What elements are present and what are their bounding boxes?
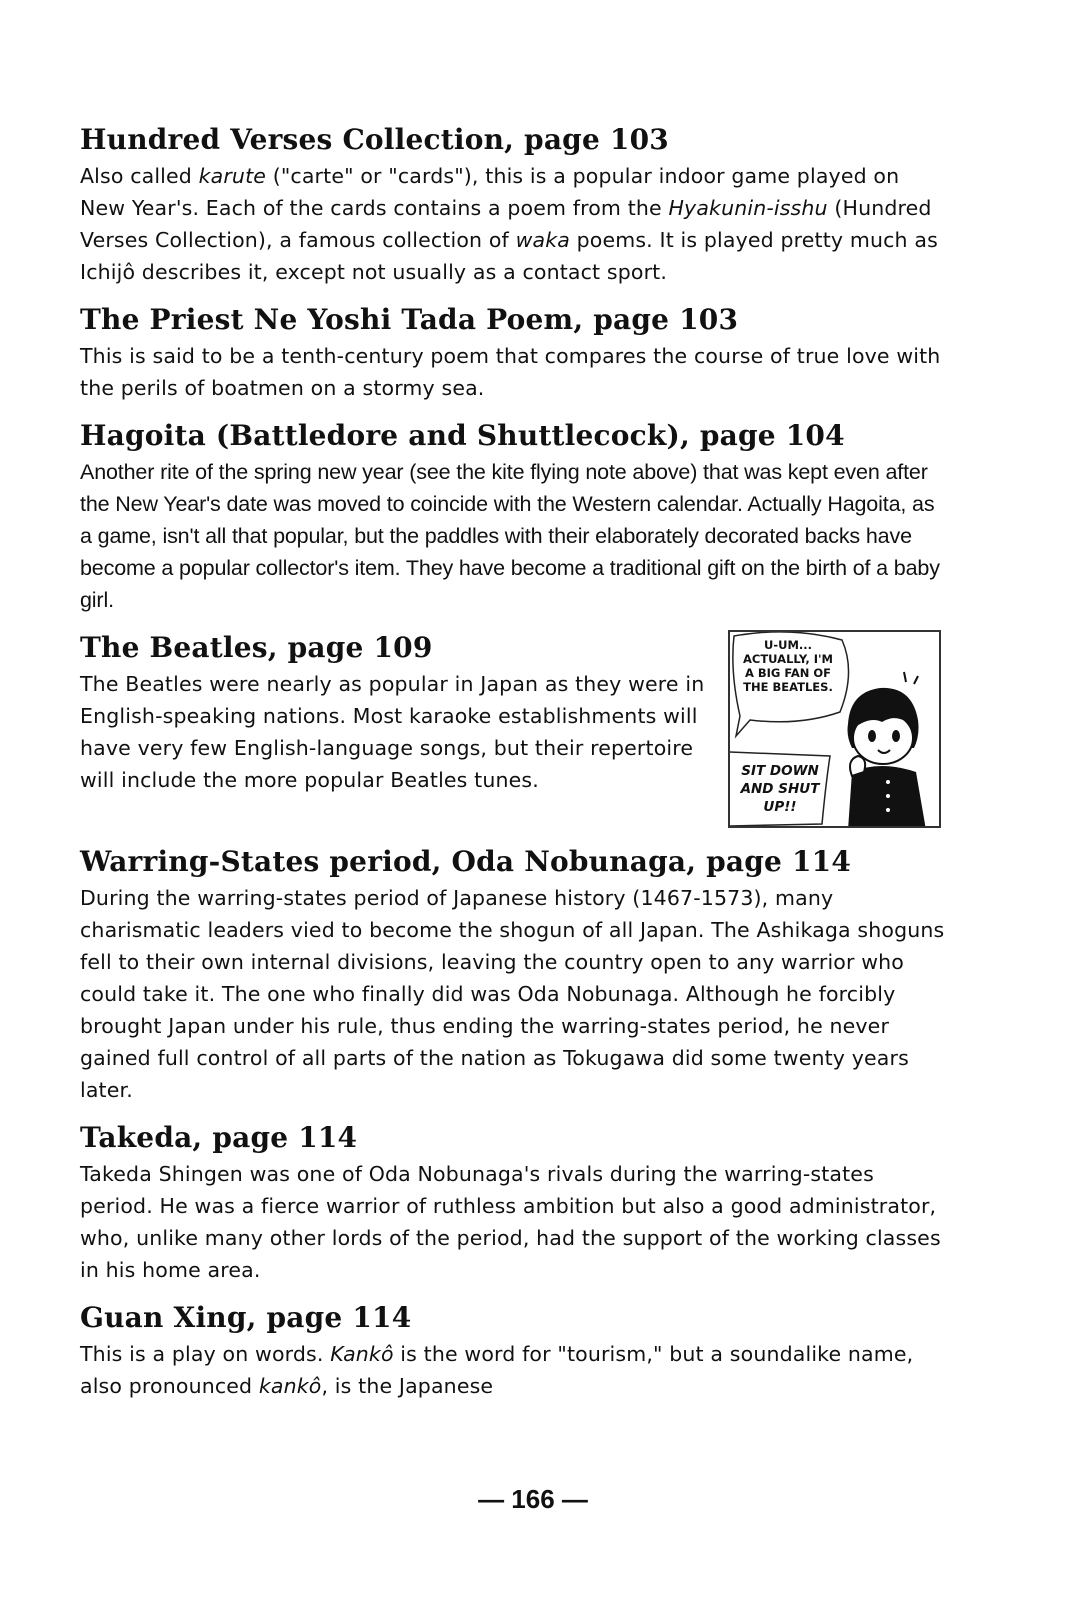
entry bbox=[80, 844, 950, 1106]
entry-title: The Beatles, page 109 bbox=[80, 631, 433, 664]
entry bbox=[80, 418, 950, 616]
document-page bbox=[80, 122, 950, 1416]
entry-title: The Priest Ne Yoshi Tada Poem, page 103 bbox=[80, 303, 739, 336]
entry-beatles bbox=[80, 630, 950, 830]
entry-body: This is a play on words. Kankô is the word for "tourism," but a soundalike name, also pronounced kankô, is the Japanese bbox=[80, 1342, 914, 1398]
entry-title: Hagoita (Battledore and Shuttlecock), page 104 bbox=[80, 419, 845, 452]
italic-term: kankô bbox=[258, 1374, 322, 1398]
entry-body: Takeda Shingen was one of Oda Nobunaga's rivals during the warring-states period. He was a fierce warrior of ruthless ambition but also a good administrator, who, unlike many other lords of the period, had the support of the working classes in his home area. bbox=[80, 1162, 941, 1282]
italic-term: Kankô bbox=[330, 1342, 394, 1366]
page-number: — 166 — bbox=[478, 1484, 588, 1514]
entry-body: This is said to be a tenth-century poem that compares the course of true love with the perils of boatmen on a stormy sea. bbox=[80, 344, 941, 400]
entry-title: Takeda, page 114 bbox=[80, 1121, 358, 1154]
italic-term: karute bbox=[198, 164, 267, 188]
entry-title: Hundred Verses Collection, page 103 bbox=[80, 123, 669, 156]
entry bbox=[80, 1120, 950, 1286]
manga-panel-image bbox=[728, 630, 941, 828]
entry-body: Also called karute ("carte" or "cards"), this is a popular indoor game played on New Year's. Each of the cards contains a poem from the Hyakunin-isshu (Hundred Verses Collection), a famous collection of waka poems. It is played pretty much as Ichijô describes it, except not usually as a contact sport. bbox=[80, 164, 938, 284]
entry-body: During the warring-states period of Japanese history (1467-1573), many charismatic leaders vied to become the shogun of all Japan. The Ashikaga shoguns fell to their own internal divisions, leaving the country open to any warrior who could take it. The one who finally did was Oda Nobunaga. Although he forcibly brought Japan under his rule, thus ending the warring-states period, he never gained full control of all parts of the nation as Tokugawa did some twenty years later. bbox=[80, 886, 945, 1102]
beatles-text-column bbox=[80, 630, 720, 796]
entry-title: Guan Xing, page 114 bbox=[80, 1301, 412, 1334]
entries-group-a bbox=[80, 122, 950, 616]
shout-bubble-text: SIT DOWN AND SHUT UP!! bbox=[740, 763, 820, 815]
entry-body: Another rite of the spring new year (see the kite flying note above) that was kept even after the New Year's date was moved to coincide with the Western calendar. Actually Hagoita, as a game, isn't all that popular, but the paddles with their elaborately decorated backs have become a popular collector's item. They have become a traditional gift on the birth of a baby girl. bbox=[80, 460, 940, 612]
italic-term: waka bbox=[515, 228, 570, 252]
speech-bubble-text: U-UM... ACTUALLY, I'M A BIG FAN OF THE BEATLES. bbox=[743, 638, 833, 694]
entry bbox=[80, 302, 950, 404]
entry bbox=[80, 122, 950, 288]
entries-group-b bbox=[80, 844, 950, 1402]
entry-body: The Beatles were nearly as popular in Japan as they were in English-speaking nations. Most karaoke establishments will have very few English-language songs, but their repertoire will include the more popular Beatles tunes. bbox=[80, 672, 705, 792]
entry bbox=[80, 1300, 950, 1402]
italic-term: Hyakunin-isshu bbox=[668, 196, 828, 220]
entry-title: Warring-States period, Oda Nobunaga, page 114 bbox=[80, 845, 852, 878]
